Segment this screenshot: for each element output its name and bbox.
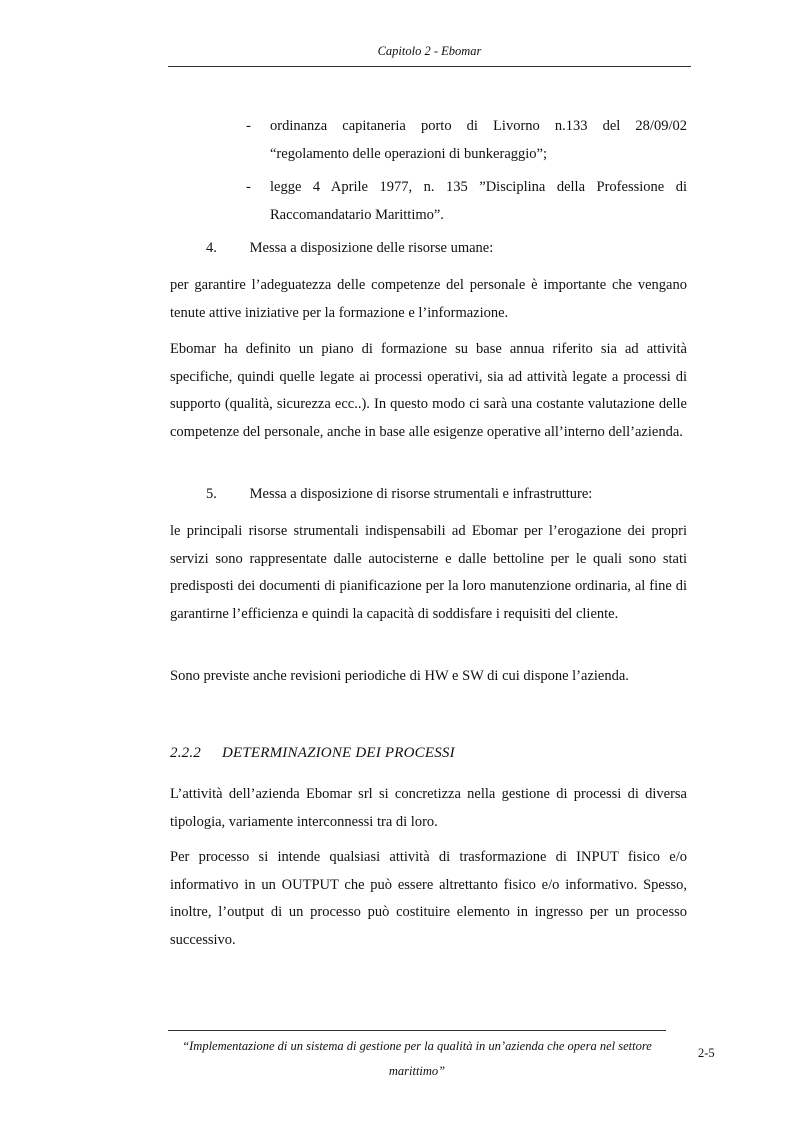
footer-title: “Implementazione di un sistema di gestione per la qualità in un’azienda che opera nel settore marittimo”	[182, 1039, 652, 1078]
list-item-text: legge 4 Aprile 1977, n. 135 ”Disciplina della Professione di Raccomandatario Marittimo”.	[270, 179, 687, 223]
paragraph: Sono previste anche revisioni periodiche di HW e SW di cui dispone l’azienda.	[170, 668, 629, 684]
section-title: DETERMINAZIONE DEI PROCESSI	[221, 745, 455, 761]
section-number: 2.2.2	[170, 745, 201, 761]
item-number: 4.	[206, 240, 217, 256]
section-heading	[170, 745, 455, 762]
list-dash: -	[246, 118, 251, 134]
running-header: Capitolo 2 - Ebomar	[377, 44, 482, 58]
item-number: 5.	[206, 486, 217, 502]
footer-divider	[168, 1030, 666, 1031]
paragraph: L’attività dell’azienda Ebomar srl si concretizza nella gestione di processi di diversa tipologia, variamente interconnessi tra di loro.	[170, 786, 687, 830]
paragraph: le principali risorse strumentali indispensabili ad Ebomar per l’erogazione dei propri servizi sono rappresentate dalle autocisterne e dalle bettoline per le quali sono stati predisposti dei documenti di pianificazione per la loro manutenzione ordinaria, al fine di garantirne l’efficienza e quindi la capacità di soddisfare i requisiti del cliente.	[170, 523, 687, 622]
paragraph: Ebomar ha definito un piano di formazione su base annua riferito sia ad attività specifiche, quindi quelle legate ai processi operativi, sia ad attività legate a processi di supporto (qualità, sicurezza ecc..). In questo modo ci sarà una costante valutazione delle competenze del personale, anche in base alle esigenze operative all’interno dell’azienda.	[170, 341, 687, 440]
item-title: Messa a disposizione delle risorse umane:	[249, 240, 494, 256]
paragraph: Per processo si intende qualsiasi attività di trasformazione di INPUT fisico e/o informativo in un OUTPUT che può essere altrettanto fisico e/o informativo. Spesso, inoltre, l’output di un processo può costituire elemento in ingresso per un processo successivo.	[170, 849, 687, 948]
page-number: 2-5	[698, 1046, 715, 1060]
item-title: Messa a disposizione di risorse strumentali e infrastrutture:	[249, 486, 593, 502]
list-item	[246, 112, 687, 168]
numbered-item	[206, 486, 592, 503]
numbered-item	[206, 240, 493, 257]
list-item	[246, 173, 687, 229]
list-dash: -	[246, 179, 251, 195]
paragraph: per garantire l’adeguatezza delle competenze del personale è importante che vengano tenute attive iniziative per la formazione e l’informazione.	[170, 277, 687, 321]
header-divider	[168, 66, 691, 67]
list-item-text: ordinanza capitaneria porto di Livorno n.133 del 28/09/02 “regolamento delle operazioni di bunkeraggio”;	[270, 118, 687, 162]
